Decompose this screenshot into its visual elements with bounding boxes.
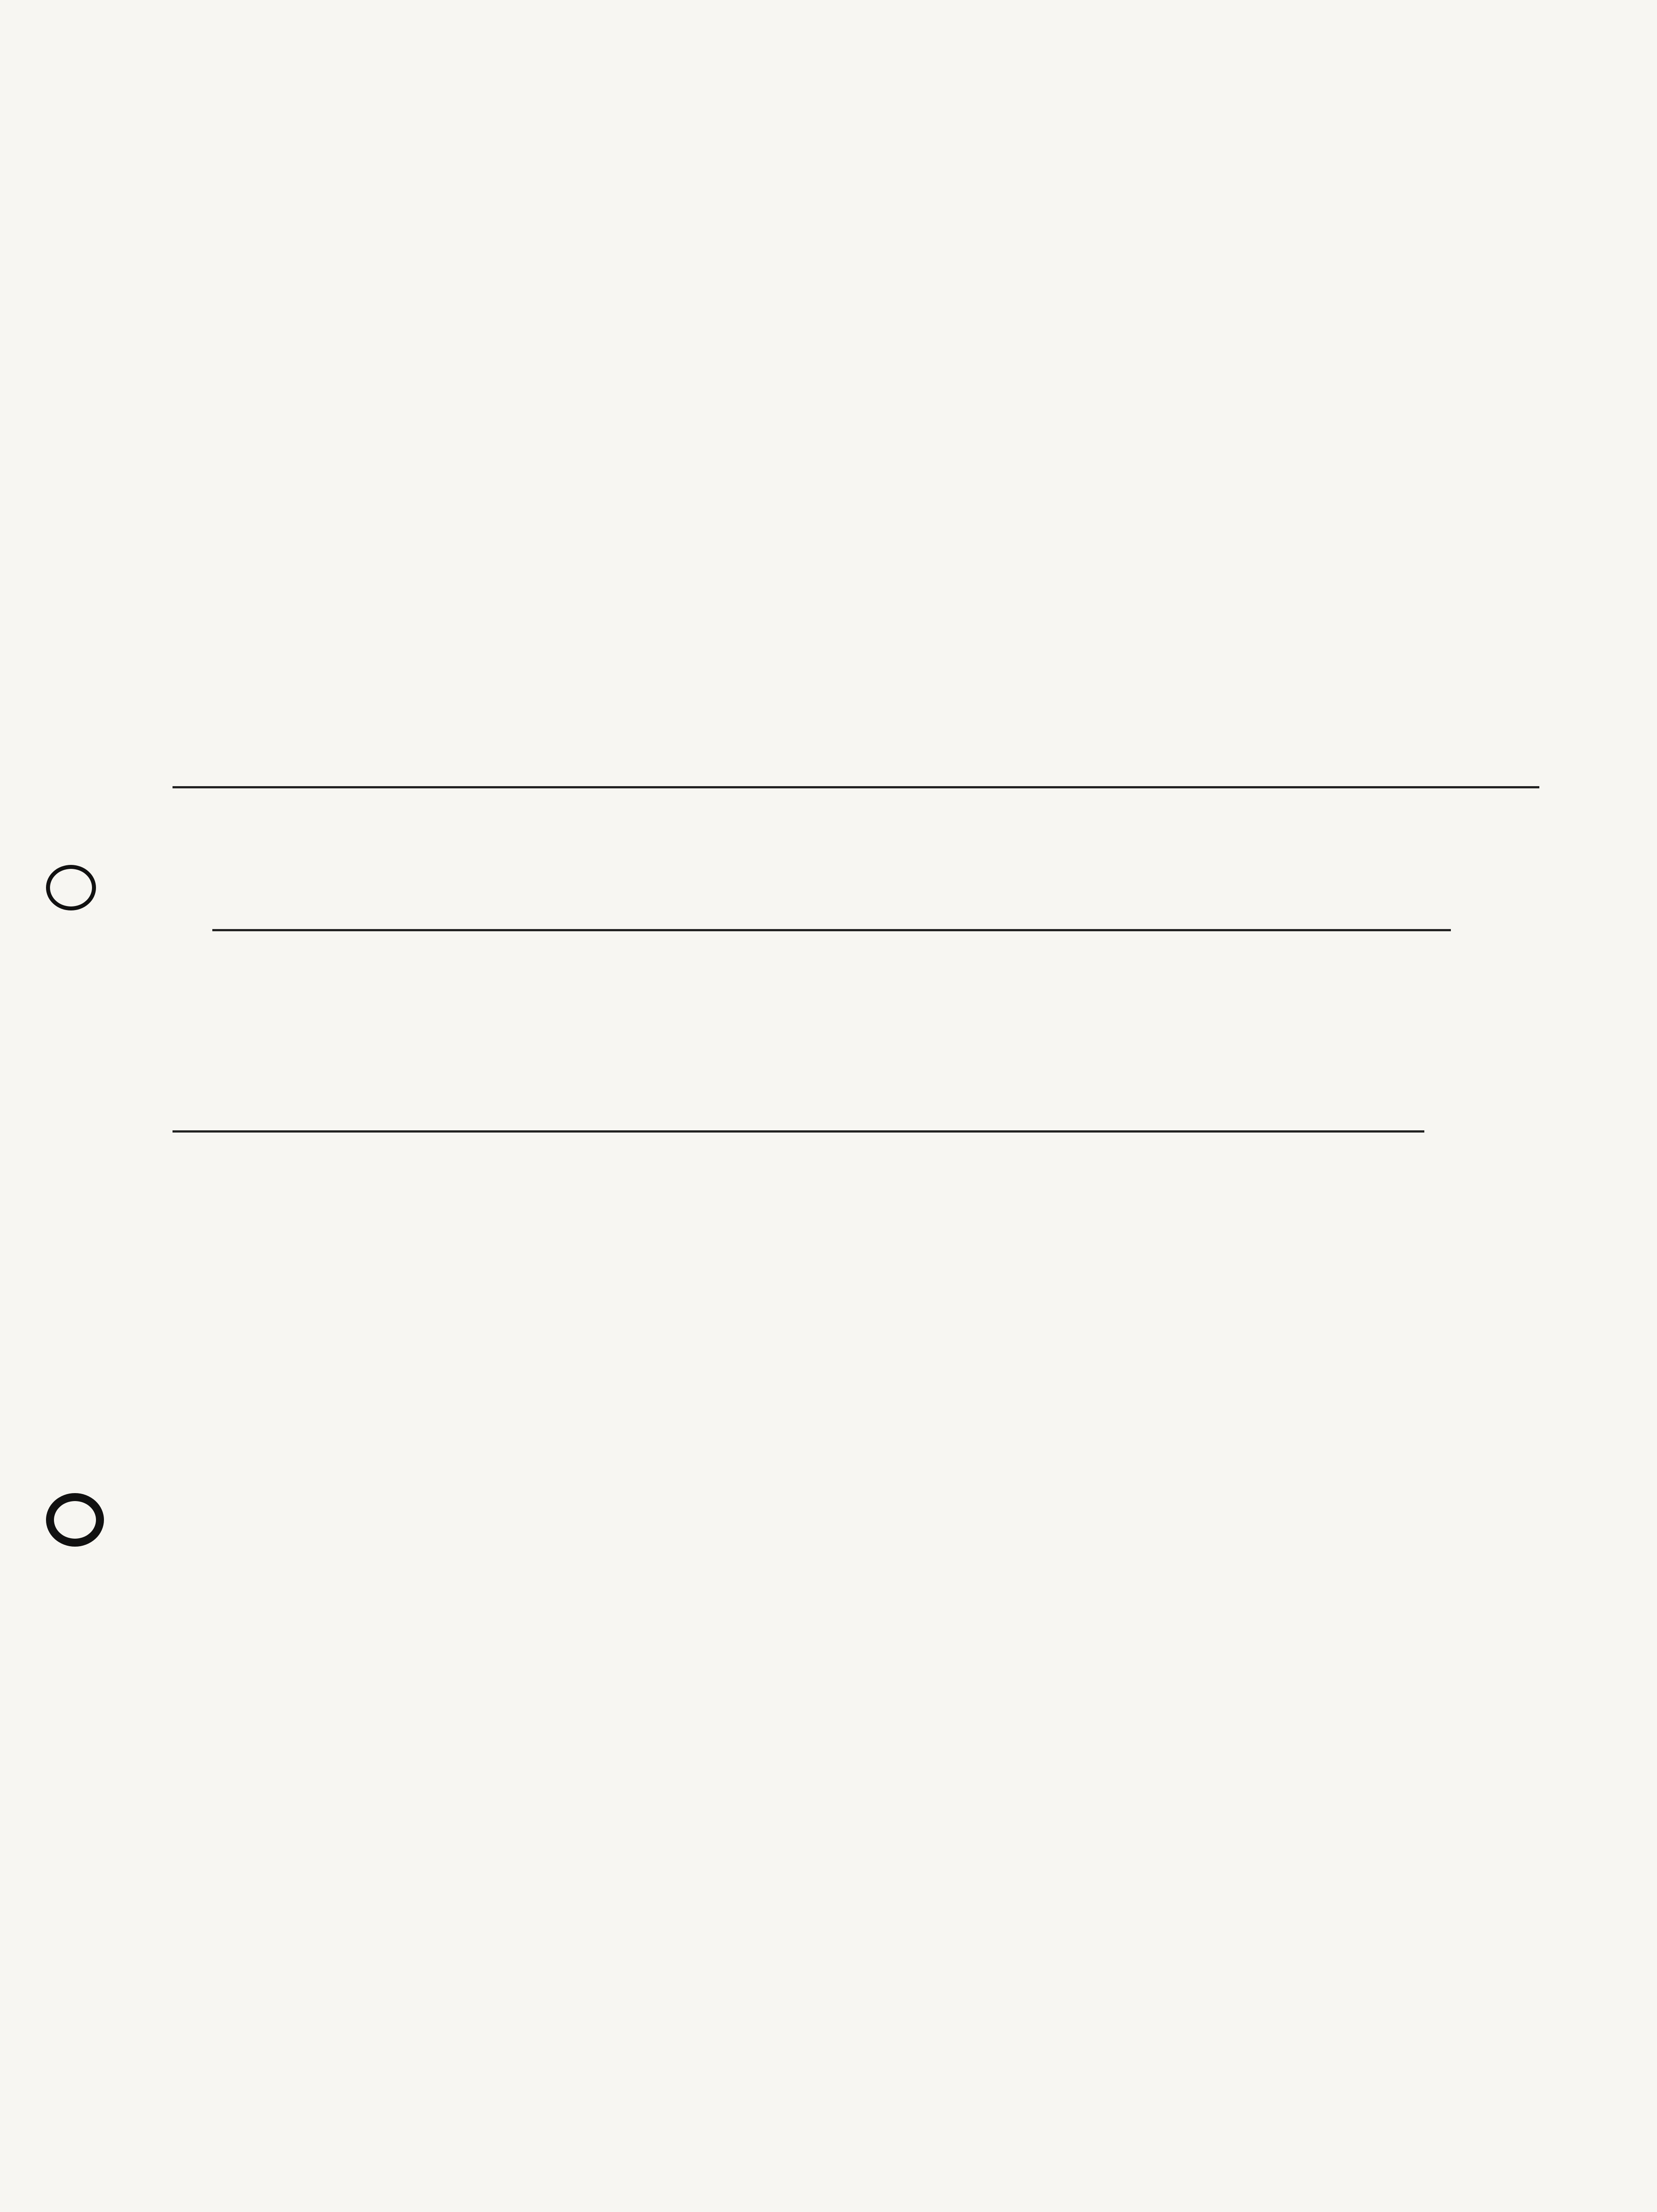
punch-hole-mark	[46, 865, 96, 910]
divider-line	[212, 929, 1451, 931]
divider-line	[173, 786, 1539, 788]
divider-line	[173, 1130, 1424, 1133]
punch-hole-mark	[46, 1493, 104, 1547]
